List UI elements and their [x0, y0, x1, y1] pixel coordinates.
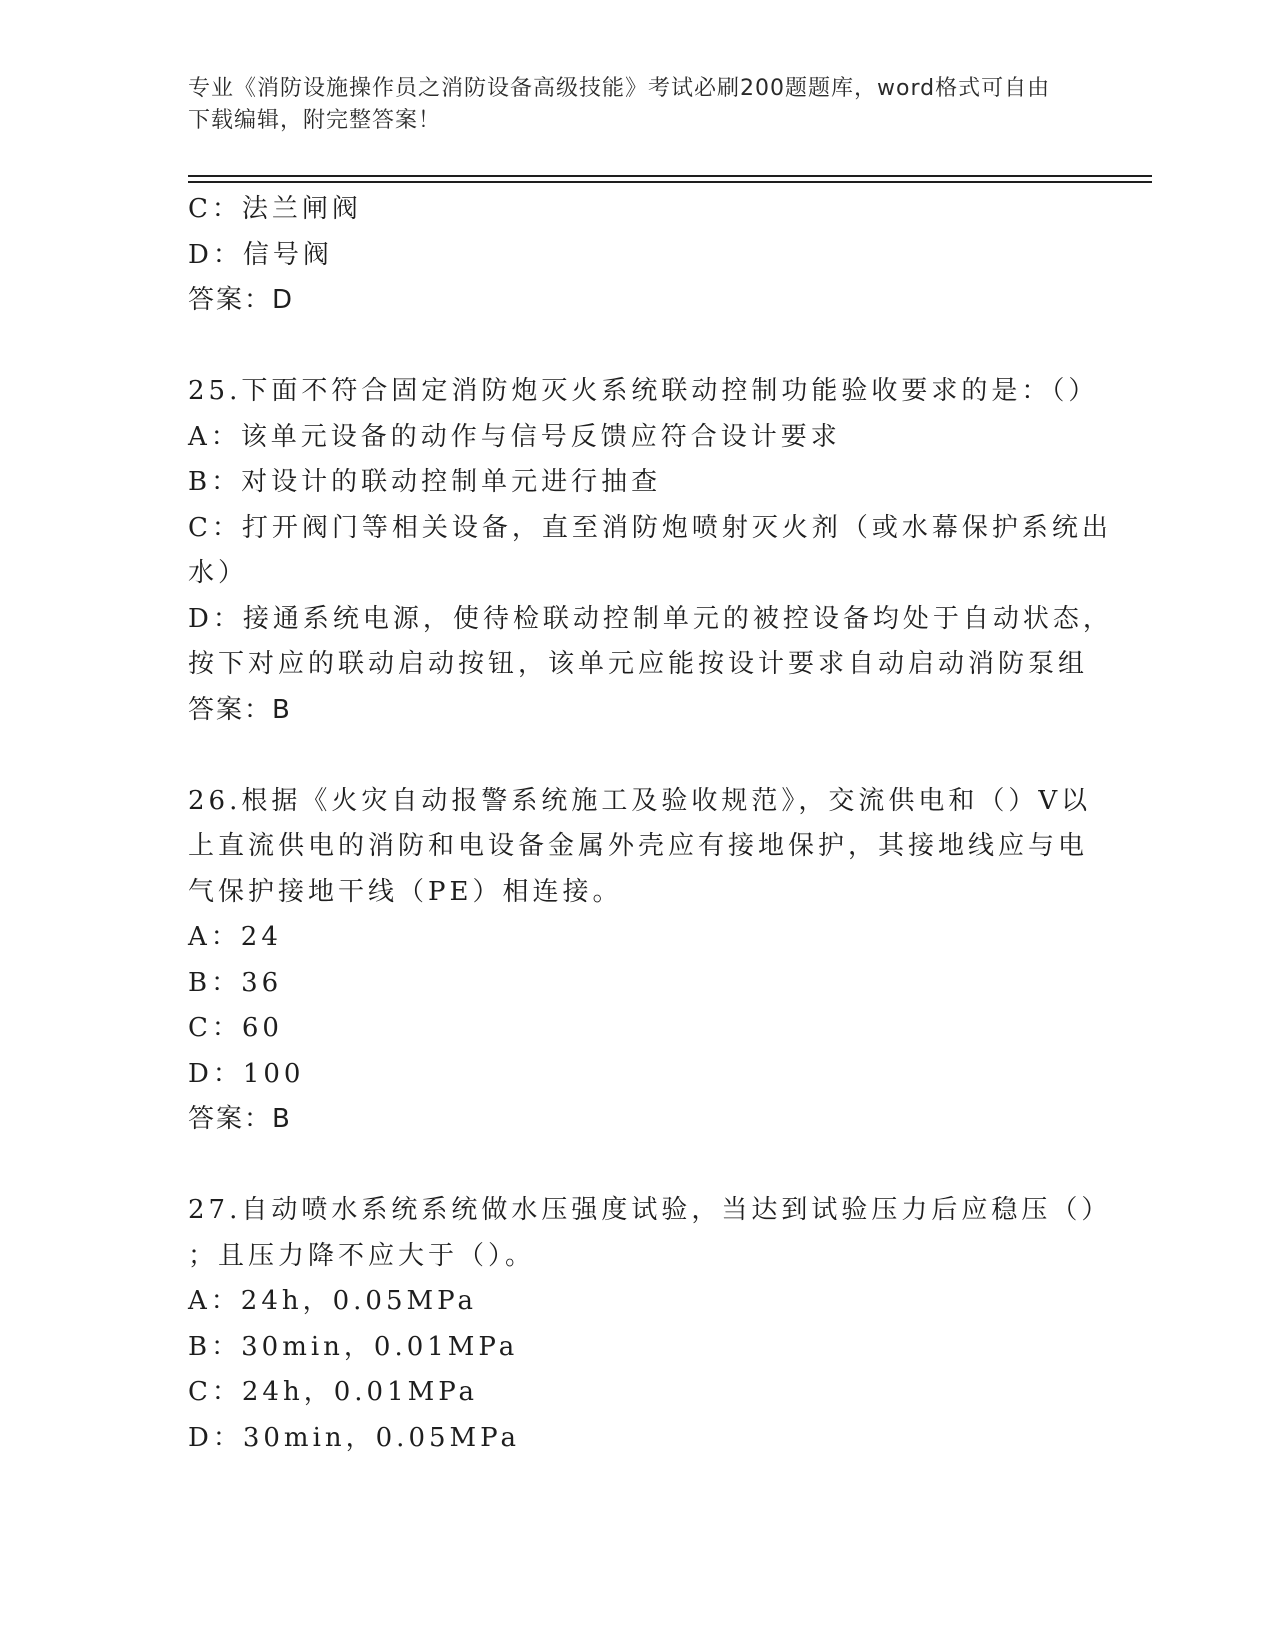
answer-line: 答案：D — [188, 285, 295, 315]
question-stem-continued: 上直流供电的消防和电设备金属外壳应有接地保护，其接地线应与电 — [188, 831, 1089, 861]
question-25 — [188, 369, 1113, 733]
option-c: C：60 — [188, 1013, 283, 1043]
option-a: A：24h，0.05MPa — [188, 1286, 477, 1316]
question-stem: 25.下面不符合固定消防炮灭火系统联动控制功能验收要求的是：（） — [188, 376, 1099, 406]
option-d: D：接通系统电源，使待检联动控制单元的被控设备均处于自动状态， — [188, 603, 1113, 634]
header-divider-top — [188, 175, 1152, 177]
header-divider-bottom — [188, 181, 1152, 183]
question-stem-continued: 气保护接地干线（PE）相连接。 — [188, 876, 623, 907]
option-a: A：24 — [188, 922, 282, 952]
question-stem: 26.根据《火灾自动报警系统施工及验收规范》，交流供电和（）V以 — [188, 785, 1092, 816]
answer-line: 答案：B — [188, 694, 292, 725]
option-c: C：24h，0.01MPa — [188, 1377, 479, 1407]
option-b: B：对设计的联动控制单元进行抽查 — [188, 467, 662, 497]
option-c: C：打开阀门等相关设备，直至消防炮喷射灭火剂（或水幕保护系统出 — [188, 512, 1112, 543]
document-header: 专业《消防设施操作员之消防设备高级技能》考试必刷200题题库，word格式可自由下载编辑，附完整答案！ — [188, 76, 1051, 133]
option-d-continued: 按下对应的联动启动按钮，该单元应能按设计要求自动启动消防泵组 — [188, 649, 1089, 679]
question-27 — [188, 1188, 1112, 1461]
option-c-continued: 水） — [188, 558, 249, 588]
option-d: D：30min，0.05MPa — [188, 1422, 520, 1453]
option-d: D：信号阀 — [188, 239, 333, 270]
option-a: A：该单元设备的动作与信号反馈应符合设计要求 — [188, 421, 841, 452]
option-b: B：36 — [188, 967, 283, 998]
question-stem-continued: ；且压力降不应大于（）。 — [188, 1240, 536, 1271]
option-b: B：30min，0.01MPa — [188, 1331, 519, 1362]
question-stem: 27.自动喷水系统系统做水压强度试验，当达到试验压力后应稳压（） — [188, 1195, 1112, 1225]
question-26 — [188, 779, 1092, 1143]
option-c: C：法兰闸阀 — [188, 194, 362, 224]
option-d: D：100 — [188, 1058, 305, 1089]
answer-line: 答案：B — [188, 1104, 292, 1134]
question-content — [188, 187, 1113, 1461]
